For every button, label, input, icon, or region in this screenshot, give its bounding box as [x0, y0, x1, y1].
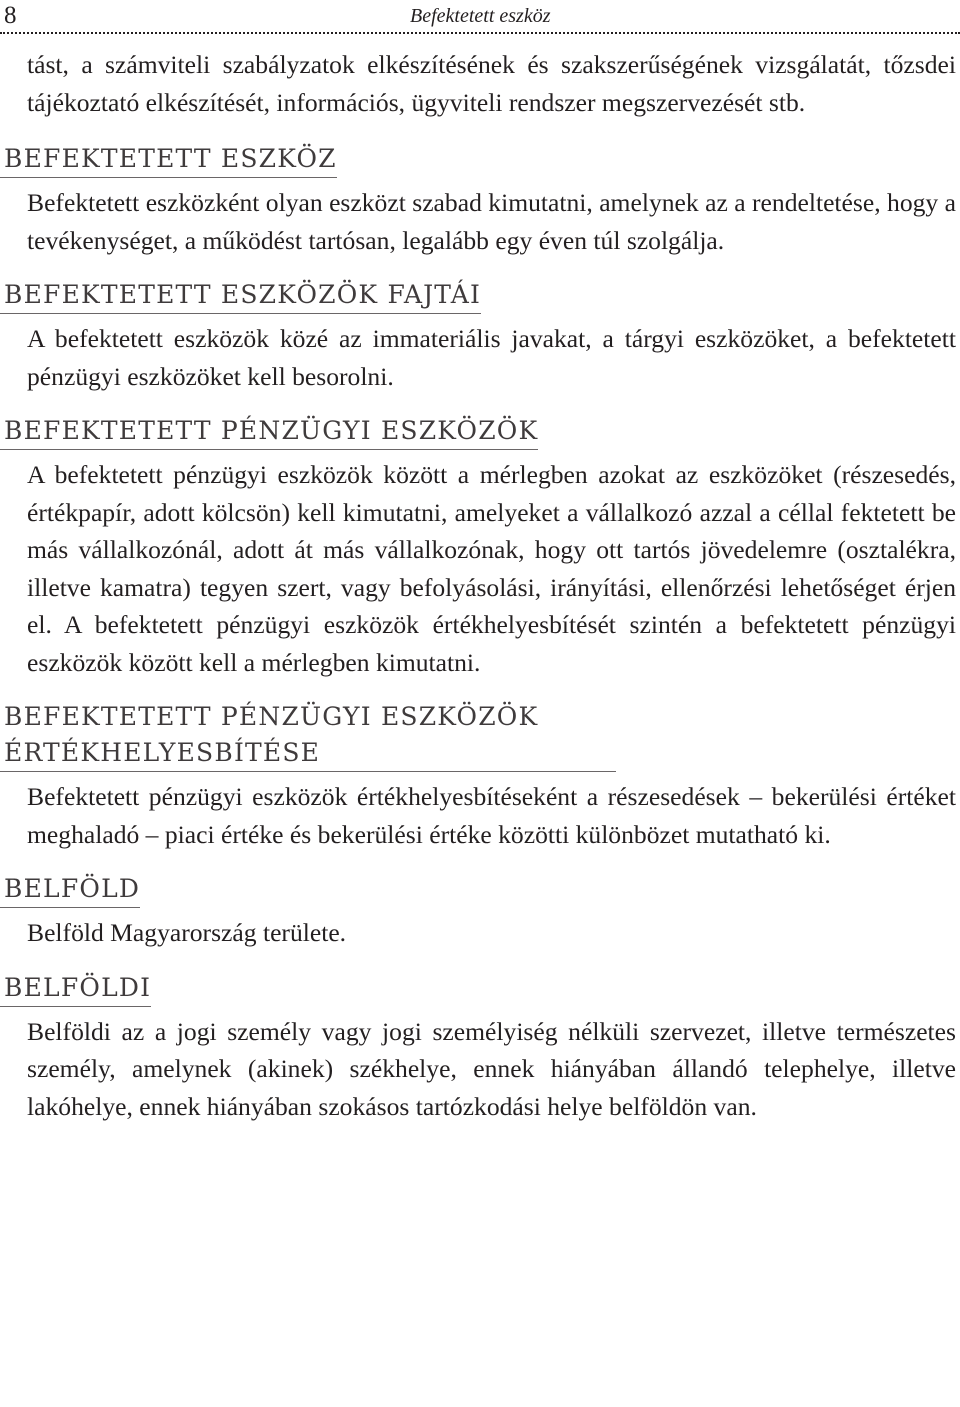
intro-paragraph: tást, a számviteli szabályzatok elkészítésének és szakszerűségének vizsgálatát, tőzsdei tájékoztató elkészítését, információs, ügyviteli rendszer megszervezését stb. — [27, 50, 956, 117]
entry-befektetett-penzugyi-eszkozok — [0, 413, 960, 681]
entry-befektetett-penzugyi-eszkozok-ertekhelyesbitese — [0, 699, 960, 853]
entry-belfold — [0, 871, 960, 952]
term-heading-line-1: BEFEKTETETT PÉNZÜGYI ESZKÖZÖK — [4, 702, 539, 731]
term-heading: BELFÖLDI — [0, 970, 151, 1007]
term-definition: Befektetett pénzügyi eszközök értékhelyesbítéseként a részesedések – bekerülési értéket meghaladó – piaci értéke és bekerülési értéke közötti különbözet mutatható ki. — [27, 782, 956, 849]
entry-befektetett-eszkozok-fajtai — [0, 277, 960, 395]
term-definition: Befektetett eszközként olyan eszközt szabad kimutatni, amelynek az a rendeltetése, hogy a tevékenységet, a működést tartósan, legalább egy éven túl szolgálja. — [27, 188, 956, 255]
entry-befektetett-eszkoz — [0, 141, 960, 259]
term-heading: BEFEKTETETT PÉNZÜGYI ESZKÖZÖK — [0, 413, 538, 450]
header-divider — [0, 32, 960, 34]
term-heading: BELFÖLD — [0, 871, 140, 908]
term-heading-line-2: ÉRTÉKHELYESBÍTÉSE — [4, 738, 321, 767]
page-content — [0, 46, 960, 1125]
page-number: 8 — [4, 2, 17, 29]
entry-belfoldi — [0, 970, 960, 1126]
page-header — [0, 0, 960, 36]
term-definition: A befektetett pénzügyi eszközök között a mérlegben azokat az eszközöket (részesedés, értékpapír, adott kölcsön) kell kimutatni, amelyeket a vállalkozó azzal a céllal fektetett be más vállalkozónál, adott át más vállalkozónak, hogy ott tartós jövedelemre (osztalékra, illetve kamatra) tegyen szert, vagy befolyásolási, irányítási, ellenőrzési lehetőséget érjen el. A befektetett pénzügyi eszközök értékhelyesbítését szintén a befektetett pénzügyi eszközök között kell a mérlegben kimutatni. — [27, 460, 956, 677]
term-definition: Belföldi az a jogi személy vagy jogi személyiség nélküli szervezet, illetve természetes személy, amelynek (akinek) székhelye, ennek hiányában állandó telephelye, illetve lakóhelye, ennek hiányában szokásos tartózkodási helye belföldön van. — [27, 1016, 956, 1121]
term-heading: BEFEKTETETT ESZKÖZ — [0, 141, 337, 178]
term-definition: Belföld Magyarország területe. — [27, 918, 347, 947]
term-heading: BEFEKTETETT ESZKÖZÖK FAJTÁI — [0, 277, 481, 314]
running-title: Befektetett eszköz — [410, 5, 551, 27]
term-heading — [0, 699, 616, 772]
term-definition: A befektetett eszközök közé az immateriális javakat, a tárgyi eszközöket, a befektetett pénzügyi eszközöket kell besorolni. — [27, 324, 956, 391]
